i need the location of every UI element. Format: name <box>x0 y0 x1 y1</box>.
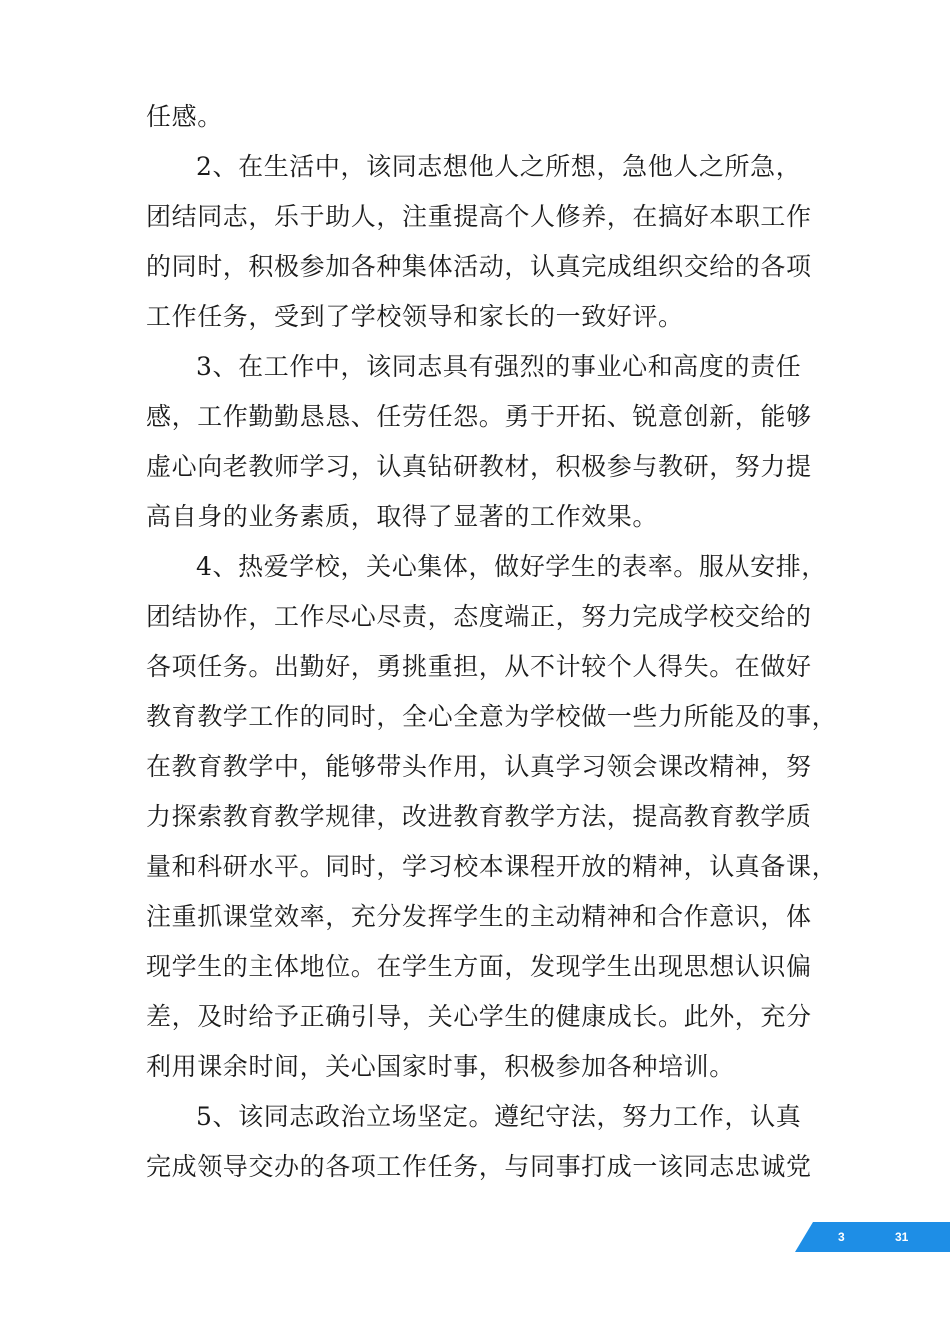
paragraph-start-line: 2、在生活中，该同志想他人之所想，急他人之所急， <box>196 152 802 181</box>
text-line: 团结同志，乐于助人，注重提高个人修养，在搞好本职工作 <box>146 202 812 231</box>
total-page-count: 31 <box>895 1230 909 1244</box>
text-line: 的同时，积极参加各种集体活动，认真完成组织交给的各项 <box>146 252 812 281</box>
text-line: 差，及时给予正确引导，关心学生的健康成长。此外，充分 <box>146 1002 812 1031</box>
text-line: 任感。 <box>146 102 223 131</box>
current-page-number: 3 <box>838 1230 845 1244</box>
paragraph-start-line: 5、该同志政治立场坚定。遵纪守法，努力工作，认真 <box>196 1102 802 1131</box>
body-text <box>146 92 838 1192</box>
text-line: 教育教学工作的同时，全心全意为学校做一些力所能及的事， <box>146 702 838 731</box>
text-line: 量和科研水平。同时，学习校本课程开放的精神，认真备课， <box>146 852 838 881</box>
text-line: 感，工作勤勤恳恳、任劳任怨。勇于开拓、锐意创新，能够 <box>146 402 812 431</box>
text-line: 在教育教学中，能够带头作用，认真学习领会课改精神，努 <box>146 752 812 781</box>
text-line: 力探索教育教学规律，改进教育教学方法，提高教育教学质 <box>146 802 812 831</box>
text-line: 团结协作，工作尽心尽责，态度端正，努力完成学校交给的 <box>146 602 812 631</box>
text-line: 高自身的业务素质，取得了显著的工作效果。 <box>146 502 659 531</box>
text-line: 各项任务。出勤好，勇挑重担，从不计较个人得失。在做好 <box>146 652 812 681</box>
text-line: 工作任务，受到了学校领导和家长的一致好评。 <box>146 302 684 331</box>
text-line: 完成领导交办的各项工作任务，与同事打成一该同志忠诚党 <box>146 1152 812 1181</box>
text-line: 虚心向老教师学习，认真钻研教材，积极参与教研，努力提 <box>146 452 812 481</box>
page-badge-shape <box>795 1222 950 1252</box>
text-line: 利用课余时间，关心国家时事，积极参加各种培训。 <box>146 1052 735 1081</box>
text-line: 注重抓课堂效率，充分发挥学生的主动精神和合作意识，体 <box>146 902 812 931</box>
paragraph-start-line: 3、在工作中，该同志具有强烈的事业心和高度的责任 <box>196 352 802 381</box>
paragraph-start-line: 4、热爱学校，关心集体，做好学生的表率。服从安排， <box>196 552 827 581</box>
page-number-badge <box>795 1222 950 1252</box>
text-line: 现学生的主体地位。在学生方面，发现学生出现思想认识偏 <box>146 952 812 981</box>
